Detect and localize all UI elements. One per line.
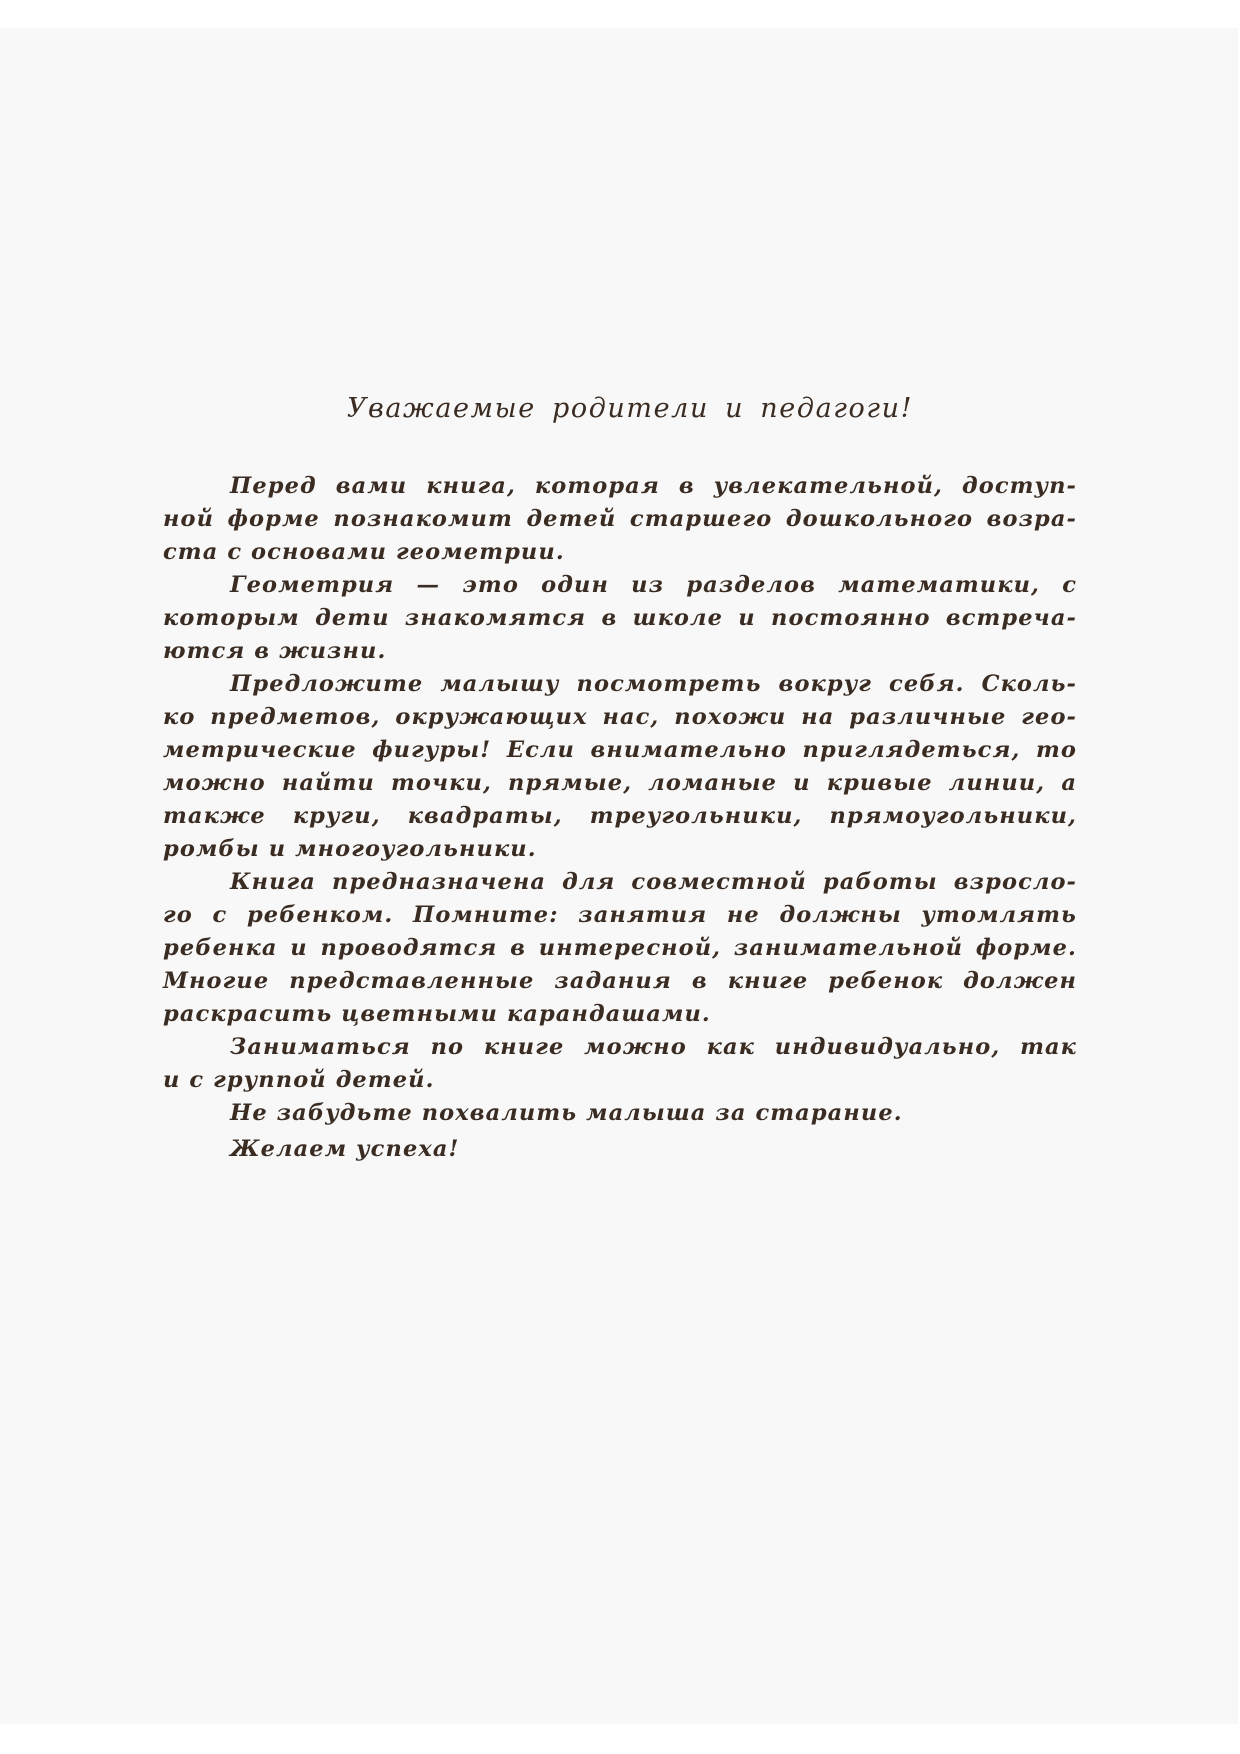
paragraph: [163, 569, 1077, 668]
page-title: Уважаемые родители и педагоги!: [346, 393, 914, 424]
paragraph: [163, 1097, 1077, 1130]
text-line: которым дети знакомятся в школе и постоянно встреча-: [163, 605, 1077, 631]
text-line: ребенка и проводятся в интересной, занимательной форме.: [163, 935, 1077, 961]
text-line: раскрасить цветными карандашами.: [163, 1001, 711, 1027]
text-line: го с ребенком. Помните: занятия не должны утомлять: [163, 902, 1077, 928]
text-line: метрические фигуры! Если внимательно приглядеться, то: [163, 737, 1077, 763]
paragraph: [163, 1133, 1077, 1166]
text-line: Геометрия — это один из разделов математики, с: [230, 572, 1077, 598]
paragraph: [163, 1031, 1077, 1097]
text-line: можно найти точки, прямые, ломаные и кривые линии, а: [163, 770, 1077, 796]
text-line: Перед вами книга, которая в увлекательной, доступ-: [230, 473, 1077, 499]
text-line: ромбы и многоугольники.: [163, 836, 537, 862]
text-line: Предложите малышу посмотреть вокруг себя. Сколь-: [230, 671, 1077, 697]
paragraph: [163, 866, 1077, 1031]
text-line: Заниматься по книге можно как индивидуально, так: [230, 1034, 1077, 1060]
text-line: ются в жизни.: [163, 638, 387, 664]
text-line: ко предметов, окружающих нас, похожи на различные гео-: [163, 704, 1077, 730]
text-line: ной форме познакомит детей старшего дошкольного возра-: [163, 506, 1077, 532]
paragraph: [163, 668, 1077, 866]
text-line: Не забудьте похвалить малыша за старание.: [230, 1100, 903, 1126]
letter-body: [163, 470, 1077, 1166]
paragraph: [163, 470, 1077, 569]
text-line: также круги, квадраты, треугольники, прямоугольники,: [163, 803, 1077, 829]
closing-line: Желаем успеха!: [230, 1136, 460, 1162]
text-line: ста с основами геометрии.: [163, 539, 565, 565]
text-line: Книга предназначена для совместной работы взросло-: [230, 869, 1077, 895]
text-line: Многие представленные задания в книге ребенок должен: [163, 968, 1077, 994]
text-line: и с группой детей.: [163, 1067, 435, 1093]
